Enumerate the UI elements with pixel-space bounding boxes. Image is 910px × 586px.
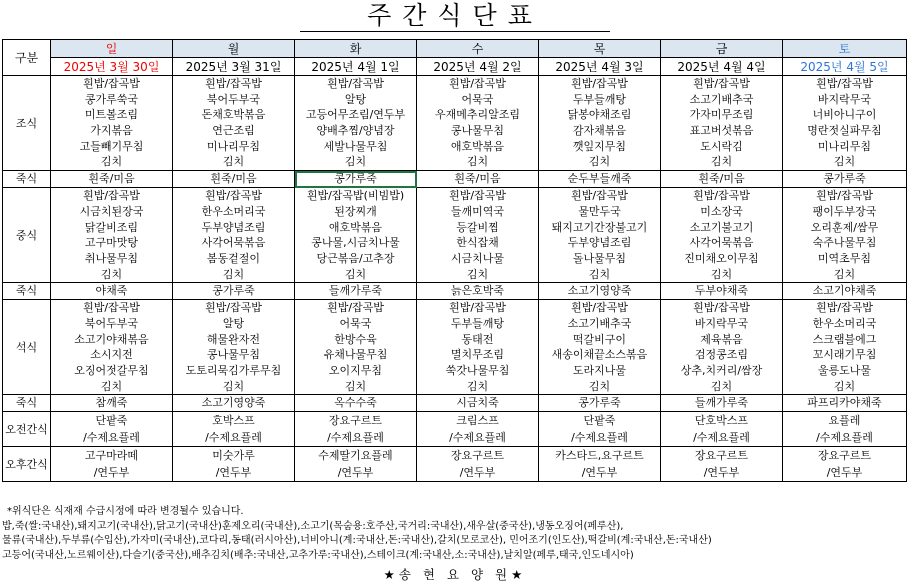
note-line: *위식단은 식재재 수급시정에 따라 변경될수 있습니다. xyxy=(7,506,244,517)
porridge-item: 콩가루죽 xyxy=(295,171,417,188)
porridge-item: 콩가루죽 xyxy=(173,283,295,300)
menu-cell xyxy=(295,188,417,283)
menu-item: 미나리무침 xyxy=(206,139,261,153)
menu-item: 미트볼조림 xyxy=(84,108,139,122)
menu-item: 김치 xyxy=(833,155,856,169)
menu-item: 고구마라떼 xyxy=(84,449,139,463)
menu-item: 취나물무침 xyxy=(84,251,139,265)
meal-label: 죽식 xyxy=(3,171,51,188)
menu-item: 단호박스프 xyxy=(694,414,749,428)
menu-item: /연두부 xyxy=(459,466,496,480)
menu-item: 미역초무침 xyxy=(817,251,872,265)
menu-item: 소시지전 xyxy=(90,348,133,362)
menu-cell xyxy=(173,300,295,395)
meal-label: 중식 xyxy=(3,188,51,283)
menu-item: 호박스프 xyxy=(212,414,255,428)
menu-cell xyxy=(417,188,539,283)
menu-item: /수제요플레 xyxy=(205,431,262,445)
menu-item: 김치 xyxy=(588,267,611,281)
menu-item: 흰밥/잡곡밥 xyxy=(327,77,384,90)
day-date: 2025년 4월 1일 xyxy=(295,58,417,76)
menu-item: 미숫가루 xyxy=(212,449,255,463)
porridge-item: 순두부들깨죽 xyxy=(539,171,661,188)
menu-item: 당근볶음/고추장 xyxy=(316,251,395,265)
menu-item: 두부양념조림 xyxy=(567,236,632,250)
menu-item: 콩나물무침 xyxy=(450,124,505,138)
menu-cell xyxy=(295,412,417,447)
menu-item: 봄동겉절이 xyxy=(206,251,261,265)
porridge-item: 콩가루죽 xyxy=(539,395,661,412)
meal-label: 죽식 xyxy=(3,283,51,300)
porridge-item: 소고기영양죽 xyxy=(173,395,295,412)
menu-item: 두부들깨탕 xyxy=(450,316,505,330)
menu-item: 한우소머리국 xyxy=(812,316,877,330)
menu-item: 흰밥/잡곡밥 xyxy=(449,301,506,315)
menu-cell xyxy=(51,300,173,395)
menu-cell xyxy=(783,188,907,283)
day-date: 2025년 4월 5일 xyxy=(783,58,907,76)
menu-item: /수제요플레 xyxy=(571,431,628,445)
menu-row-porridge xyxy=(3,395,907,412)
day-name: 목 xyxy=(539,40,661,58)
menu-item: 김치 xyxy=(344,155,367,169)
menu-cell xyxy=(173,447,295,482)
menu-item: 애호박볶음 xyxy=(450,139,505,153)
menu-item: 두부양념조림 xyxy=(201,220,266,234)
menu-item: 김치 xyxy=(833,267,856,281)
menu-item: /연두부 xyxy=(93,466,130,480)
porridge-item: 들깨가루죽 xyxy=(295,283,417,300)
meal-label: 석식 xyxy=(3,300,51,395)
porridge-item: 시금치죽 xyxy=(417,395,539,412)
day-date: 2025년 3월 30일 xyxy=(51,58,173,76)
menu-item: 제육볶음 xyxy=(700,332,743,346)
day-name: 금 xyxy=(661,40,783,58)
note-line: 고등어(국내산,노르웨이산),다슬기(중국산),배추김치(배추:국내산,고추가루:국내산),스테이크(계:국내산,소:국내산),날치알(페루,태국,인도네시아) xyxy=(2,549,634,561)
porridge-item: 흰죽/미음 xyxy=(173,171,295,188)
meal-label: 죽식 xyxy=(3,395,51,412)
day-date: 2025년 4월 2일 xyxy=(417,58,539,76)
menu-item: 요플레 xyxy=(828,414,861,428)
menu-item: 흰밥/잡곡밥 xyxy=(449,189,506,203)
menu-item: 소고기배추국 xyxy=(567,316,632,330)
menu-item: 흰밥/잡곡밥 xyxy=(327,301,384,315)
menu-item: 흰밥/잡곡밥 xyxy=(205,77,262,90)
menu-item: /수제요플레 xyxy=(449,431,506,445)
menu-item: /연두부 xyxy=(581,466,618,480)
menu-item: 애호박볶음 xyxy=(328,220,383,234)
menu-item: 수제딸기요플레 xyxy=(318,449,393,463)
menu-item: 닭갈비조림 xyxy=(84,220,139,234)
day-date: 2025년 4월 3일 xyxy=(539,58,661,76)
menu-cell xyxy=(539,300,661,395)
menu-item: 된장찌개 xyxy=(334,204,377,218)
menu-item: 세발나물무침 xyxy=(323,139,388,153)
menu-item: 북어두부국 xyxy=(84,316,139,330)
menu-item: 가지볶음 xyxy=(90,124,133,138)
porridge-item: 흰죽/미음 xyxy=(417,171,539,188)
meal-label: 조식 xyxy=(3,76,51,171)
menu-item: 흰밥/잡곡밥 xyxy=(83,301,140,315)
menu-item: 오이지무침 xyxy=(328,364,383,377)
menu-item: 소고기야채볶음 xyxy=(74,332,149,346)
menu-cell xyxy=(51,188,173,283)
meal-label: 오후간식 xyxy=(3,447,51,482)
menu-item: 장요구르트 xyxy=(694,449,749,463)
menu-cell xyxy=(51,76,173,171)
menu-item: 팽이두부장국 xyxy=(812,204,877,218)
category-header: 구분 xyxy=(3,40,51,76)
menu-cell xyxy=(51,447,173,482)
day-date: 2025년 4월 4일 xyxy=(661,58,783,76)
menu-cell xyxy=(661,412,783,447)
menu-item: 스크램블에그 xyxy=(812,332,877,346)
menu-item: 김치 xyxy=(466,155,489,169)
menu-item: 콩나물무침 xyxy=(206,348,261,362)
footer-facility-name: ★송 현 요 양 원★ xyxy=(383,567,527,582)
note-line: 밥,죽(쌀:국내산),돼지고기(국내산),닭고기(국내산)훈제오리(국내산),소고기(목숨용:호주산,국거리:국내산),새우살(중국산),냉동오징어(페루산), xyxy=(2,520,624,532)
menu-cell xyxy=(539,188,661,283)
menu-item: 김치 xyxy=(466,379,489,393)
menu-item: 흰밥/잡곡밥 xyxy=(205,189,262,203)
menu-item: 단팥죽 xyxy=(95,414,128,428)
day-name: 화 xyxy=(295,40,417,58)
menu-item: /수제요플레 xyxy=(693,431,750,445)
menu-item: 등갈비찜 xyxy=(456,220,499,234)
menu-item: 미나리무침 xyxy=(817,139,872,153)
menu-item: /수제요플레 xyxy=(83,431,140,445)
menu-item: 해물완자전 xyxy=(206,332,261,346)
menu-item: 김치 xyxy=(710,267,733,281)
menu-cell xyxy=(295,447,417,482)
day-name: 일 xyxy=(51,40,173,58)
menu-item: 바지락무국 xyxy=(694,316,749,330)
menu-cell xyxy=(783,300,907,395)
menu-item: 감자채볶음 xyxy=(572,124,627,138)
menu-item: 표고버섯볶음 xyxy=(689,124,754,138)
menu-cell xyxy=(173,412,295,447)
menu-item: 도토리묵김가루무침 xyxy=(185,364,282,377)
menu-item: 흰밥/잡곡밥 xyxy=(83,77,140,90)
notes xyxy=(2,505,908,563)
menu-item: 김치 xyxy=(710,379,733,393)
menu-item: 흰밥/잡곡밥 xyxy=(571,301,628,315)
menu-item: /연두부 xyxy=(703,466,740,480)
menu-item: 흰밥/잡곡밥 xyxy=(816,301,873,315)
menu-item: 북어두부국 xyxy=(206,92,261,106)
menu-row-porridge xyxy=(3,283,907,300)
menu-item: 사각어묵볶음 xyxy=(689,236,754,250)
menu-item: 한우소머리국 xyxy=(201,204,266,218)
menu-item: 흰밥/잡곡밥 xyxy=(83,189,140,203)
menu-item: 바지락무국 xyxy=(817,92,872,106)
menu-item: 카스타드,요구르트 xyxy=(555,449,644,463)
menu-item: 김치 xyxy=(710,155,733,169)
menu-item: /수제요플레 xyxy=(327,431,384,445)
porridge-item: 옥수수죽 xyxy=(295,395,417,412)
menu-item: 김치 xyxy=(222,155,245,169)
menu-item: 김치 xyxy=(222,379,245,393)
menu-item: 흰밥/잡곡밥 xyxy=(449,77,506,90)
menu-item: 흰밥/잡곡밥 xyxy=(571,77,628,90)
menu-item: 김치 xyxy=(100,155,123,169)
porridge-item: 흰죽/미음 xyxy=(661,171,783,188)
menu-cell xyxy=(295,76,417,171)
menu-item: 흰밥/잡곡밥 xyxy=(693,301,750,315)
menu-item: 알탕 xyxy=(222,316,245,330)
porridge-item: 참깨죽 xyxy=(51,395,173,412)
menu-cell xyxy=(417,76,539,171)
menu-item: /연두부 xyxy=(215,466,252,480)
menu-item: /연두부 xyxy=(826,466,863,480)
menu-item: 오리훈제/쌈무 xyxy=(810,220,879,234)
menu-cell xyxy=(783,447,907,482)
menu-item: 검정콩조림 xyxy=(694,348,749,362)
menu-item: 미소장국 xyxy=(700,204,743,218)
menu-item: 상추,치커리/쌈장 xyxy=(680,364,763,377)
porridge-item: 콩가루죽 xyxy=(783,171,907,188)
menu-cell xyxy=(417,447,539,482)
menu-item: 흰밥/잡곡밥 xyxy=(816,189,873,203)
menu-item: 너비아니구이 xyxy=(812,108,877,122)
menu-item: 흰밥/잡곡밥 xyxy=(693,77,750,90)
menu-item: 고들빼기무침 xyxy=(79,139,144,153)
menu-item: 쑥갓나물무침 xyxy=(445,364,510,377)
menu-item: 흰밥/잡곡밥 xyxy=(571,189,628,203)
menu-item: 연근조림 xyxy=(212,124,255,138)
menu-item: 김치 xyxy=(344,379,367,393)
menu-item: 명란젓실파무침 xyxy=(807,124,882,138)
menu-item: 알탕 xyxy=(344,92,367,106)
menu-item: 울릉도나물 xyxy=(817,364,872,377)
menu-row-meal xyxy=(3,76,907,171)
menu-item: 김치 xyxy=(466,267,489,281)
menu-item: 도시락김 xyxy=(700,139,743,153)
menu-item: 단팥죽 xyxy=(583,414,616,428)
menu-item: 콩나물,시금치나물 xyxy=(311,236,400,250)
menu-item: 깻잎지무침 xyxy=(572,139,627,153)
page-title: 주간식단표 xyxy=(367,1,543,30)
menu-item: 고등어무조림/연두부 xyxy=(305,108,406,122)
title-underline xyxy=(300,31,610,32)
porridge-item: 두부야채죽 xyxy=(661,283,783,300)
menu-item: 도라지나물 xyxy=(572,364,627,377)
menu-row-meal xyxy=(3,188,907,283)
menu-cell xyxy=(539,447,661,482)
menu-item: 흰밥/잡곡밥 xyxy=(816,77,873,90)
menu-item: 돈채호박볶음 xyxy=(201,108,266,122)
menu-cell xyxy=(417,300,539,395)
porridge-item: 흰죽/미음 xyxy=(51,171,173,188)
menu-row-snack xyxy=(3,447,907,482)
menu-item: 흰밥/잡곡밥(비빔밥) xyxy=(306,189,405,203)
menu-item: 한식잡채 xyxy=(456,236,499,250)
menu-item: 장요구르트 xyxy=(328,414,383,428)
menu-item: 김치 xyxy=(222,267,245,281)
porridge-item: 들깨가루죽 xyxy=(661,395,783,412)
menu-item: 시금치나물 xyxy=(450,251,505,265)
porridge-item: 야채죽 xyxy=(51,283,173,300)
menu-cell xyxy=(539,412,661,447)
menu-item: 고구마맛탕 xyxy=(84,236,139,250)
menu-item: 멸치무조림 xyxy=(450,348,505,362)
menu-cell xyxy=(661,188,783,283)
menu-item: 콩가루쑥국 xyxy=(84,92,139,106)
menu-cell xyxy=(661,447,783,482)
menu-item: 닭봉야채조림 xyxy=(567,108,632,122)
menu-item: /수제요플레 xyxy=(816,431,873,445)
day-name: 수 xyxy=(417,40,539,58)
menu-item: 진미채오이무침 xyxy=(684,251,759,265)
weekly-menu-table xyxy=(2,39,907,482)
menu-item: 한방수육 xyxy=(334,332,377,346)
day-name: 월 xyxy=(173,40,295,58)
menu-item: 장요구르트 xyxy=(817,449,872,463)
menu-cell xyxy=(783,412,907,447)
menu-item: 흰밥/잡곡밥 xyxy=(693,189,750,203)
porridge-item: 소고기야채죽 xyxy=(783,283,907,300)
menu-item: 흰밥/잡곡밥 xyxy=(205,301,262,315)
menu-item: 숙주나물무침 xyxy=(812,236,877,250)
meal-label: 오전간식 xyxy=(3,412,51,447)
menu-row-meal xyxy=(3,300,907,395)
menu-item: 김치 xyxy=(588,379,611,393)
menu-item: 김치 xyxy=(833,379,856,393)
menu-item: 어묵국 xyxy=(461,92,494,106)
menu-cell xyxy=(51,412,173,447)
menu-item: 동태전 xyxy=(461,332,494,346)
day-date: 2025년 3월 31일 xyxy=(173,58,295,76)
menu-item: 소고기배추국 xyxy=(689,92,754,106)
menu-cell xyxy=(417,412,539,447)
menu-item: 돌나물무침 xyxy=(572,251,627,265)
menu-item: 우재메추리알조림 xyxy=(434,108,520,122)
note-line: 물류(국내산),두부류(수입산),가자미(국내산),코다리,동태(러시아산),너비아니(계:국내산,돈:국내산),갈치(모로코산), 민어조기(인도산),떡갈비(계:국내산,돈:국내산) xyxy=(2,535,712,546)
porridge-item: 파프리카야채죽 xyxy=(783,395,907,412)
date-row xyxy=(3,58,907,76)
menu-item: 오징어젓갈무침 xyxy=(74,364,149,377)
menu-item: 두부들깨탕 xyxy=(572,92,627,106)
menu-item: 가자미무조림 xyxy=(689,108,754,122)
menu-item: 꼬시래기무침 xyxy=(812,348,877,362)
menu-cell xyxy=(173,76,295,171)
menu-row-porridge xyxy=(3,171,907,188)
menu-item: 장요구르트 xyxy=(450,449,505,463)
menu-item: 들깨미역국 xyxy=(450,204,505,218)
menu-item: 시금치된장국 xyxy=(79,204,144,218)
menu-item: 김치 xyxy=(100,267,123,281)
menu-cell xyxy=(783,76,907,171)
menu-cell xyxy=(661,300,783,395)
menu-cell xyxy=(173,188,295,283)
menu-cell xyxy=(295,300,417,395)
menu-item: 새송이채끝소스볶음 xyxy=(551,348,648,362)
menu-item: 양배추찜/양념장 xyxy=(316,124,395,138)
menu-row-snack xyxy=(3,412,907,447)
menu-item: 김치 xyxy=(344,267,367,281)
menu-item: 김치 xyxy=(100,379,123,393)
menu-item: 소고기불고기 xyxy=(689,220,754,234)
menu-cell xyxy=(539,76,661,171)
porridge-item: 늙은호박죽 xyxy=(417,283,539,300)
day-name-row xyxy=(3,40,907,58)
menu-item: 떡갈비구이 xyxy=(572,332,627,346)
menu-item: 물만두국 xyxy=(578,204,621,218)
menu-item: /연두부 xyxy=(337,466,374,480)
menu-item: 유채나물무침 xyxy=(323,348,388,362)
menu-item: 돼지고기간장불고기 xyxy=(551,220,648,234)
menu-item: 크림스프 xyxy=(456,414,499,428)
menu-item: 사각어묵볶음 xyxy=(201,236,266,250)
menu-cell xyxy=(661,76,783,171)
porridge-item: 소고기영양죽 xyxy=(539,283,661,300)
day-name: 토 xyxy=(783,40,907,58)
menu-item: 김치 xyxy=(588,155,611,169)
menu-item: 어묵국 xyxy=(339,316,372,330)
